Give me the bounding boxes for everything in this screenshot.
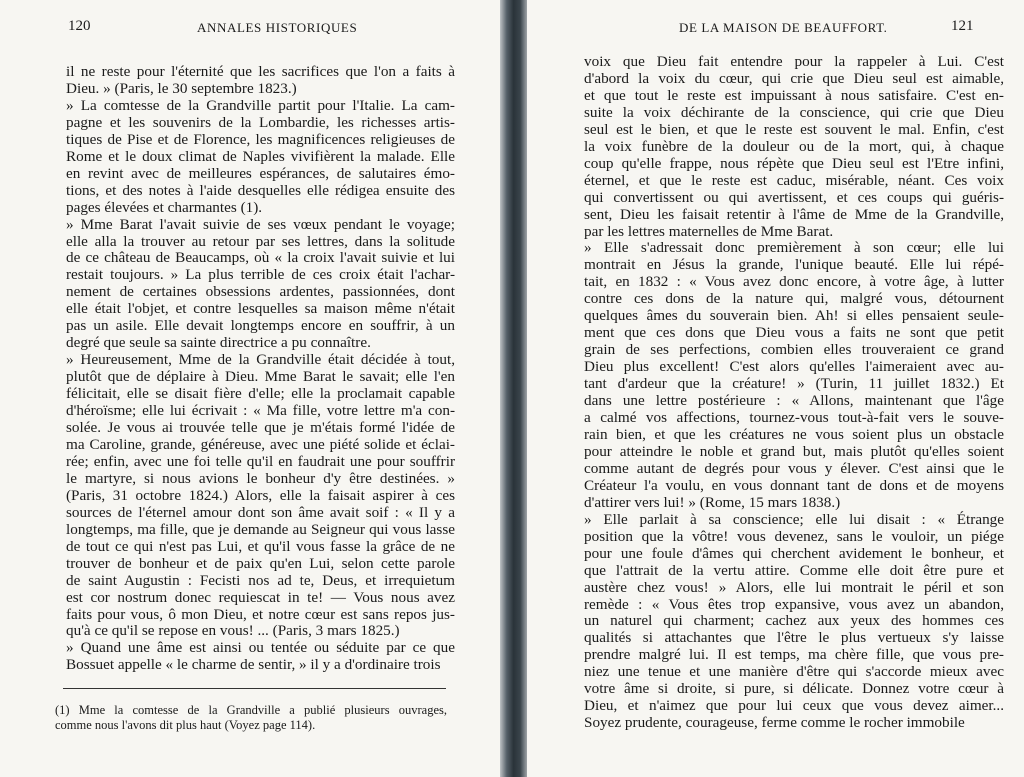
- text-line: Dieu, et n'aimez que pour lui ceux que vous devez aimer...: [584, 697, 1004, 715]
- footnote-divider: [63, 688, 446, 689]
- text-line: solée. Je vous ai trouvée telle que je m'étais formé l'idée de: [66, 419, 455, 437]
- text-line: votre âme si droite, si pure, si délicate. Donnez votre cœur à: [584, 680, 1004, 698]
- text-line: suite la voix déchirante de la conscience, qui crie que Dieu: [584, 103, 1004, 121]
- binding-gutter: [500, 0, 527, 777]
- text-line: qu'à ce qu'il se repose en vous! ... (Paris, 3 mars 1825.): [66, 622, 400, 640]
- text-line: il ne reste pour l'éternité que les sacrifices que l'on a faits à: [66, 63, 455, 80]
- text-line: de ce château de Beaucamps, où « la croix l'avait suivie et lui: [66, 249, 455, 267]
- text-line: elle était l'objet, et contre lesquelles sa maison même n'était: [66, 300, 455, 318]
- text-line: qui convertissent ou qui avertissent, et ces coups qui guéris-: [584, 188, 1004, 206]
- text-line: Dieu plus excellent! C'est alors qu'elles l'aimeraient avec au-: [584, 358, 1004, 376]
- text-line: pages élevées et charmantes (1).: [66, 198, 263, 216]
- text-line: le martyre, si nous avions le bonheur d'y être destinées. »: [66, 469, 455, 487]
- text-line: rée; enfin, avec une foi telle qu'il en faudrait une pour souffrir: [66, 452, 455, 470]
- text-line: a calmé vos affections, tournez-vous tout-à-fait vers le souve-: [584, 409, 1004, 427]
- text-line: » Heureusement, Mme de la Grandville était décidée à tout,: [66, 351, 455, 369]
- text-line: austère chez vous! » Alors, elle lui montrait le péril et son: [584, 578, 1004, 596]
- text-line: pas un asile. Elle devait longtemps encore en souffrir, à un: [66, 317, 455, 335]
- text-line: montrait en Jésus la grande, l'unique beauté. Elle lui répé-: [584, 256, 1004, 274]
- running-head: ANNALES HISTORIQUES: [197, 20, 358, 35]
- text-line: niez une tenue et une manière d'être qui s'accorde mieux avec: [584, 663, 1004, 681]
- text-line: Créateur l'a voulu, en vous donnant tant de dons et de moyens: [584, 476, 1004, 494]
- text-line: grain de ses perfections, combien elles trouveraient ce grand: [584, 341, 1004, 359]
- page-number: 121: [951, 18, 974, 34]
- text-line: pagne et les souvenirs de la Lombardie, les richesses artis-: [66, 113, 455, 131]
- text-line: » Mme Barat l'avait suivie de ses vœux pendant le voyage;: [66, 215, 455, 233]
- text-line: de tout ce qui n'est pas Lui, et qu'il vous fasse la grâce de ne: [66, 537, 455, 555]
- text-line: et que tout le reste est impuissant à nous satisfaire. C'est en-: [584, 86, 1004, 104]
- text-line: dans une lettre postérieure : « Allons, maintenant que l'âge: [584, 392, 1004, 410]
- left-page: [0, 0, 500, 777]
- text-line: félicitait, elle se disait fière d'elle; elle la proclamait capable: [66, 385, 455, 403]
- body-text: [584, 54, 1004, 732]
- text-line: voix que Dieu fait entendre pour la rappeler à Lui. C'est: [584, 53, 1004, 70]
- text-line: par les lettres maternelles de Mme Barat.: [584, 222, 834, 240]
- text-line: tions, et des notes à l'aide desquelles elle rédigea ensuite des: [66, 181, 455, 199]
- text-line: trouver de bonheur et de paix qu'en Lui, selon cette parole: [66, 554, 455, 572]
- text-line: (Paris, 31 octobre 1824.) Alors, elle la faisait aspirer à ces: [66, 486, 455, 504]
- text-line: » La comtesse de la Grandville partit pour l'Italie. La cam-: [66, 96, 455, 114]
- text-line: plutôt que de déplaire à Dieu. Mme Barat le savait; elle l'en: [66, 368, 455, 386]
- text-line: d'héroïsme; elle lui écrivait : « Ma fille, votre lettre m'a con-: [66, 402, 455, 420]
- text-line: faits pour vous, ô mon Dieu, et notre cœur est sans repos jus-: [66, 605, 455, 623]
- text-line: d'attirer vers lui! » (Rome, 15 mars 1838.): [584, 493, 841, 511]
- text-line: Bossuet appelle « le charme de sentir, » il y a d'ordinaire trois: [66, 656, 441, 674]
- text-line: seul est le bien, et que le reste est souvent le mal. Enfin, c'est: [584, 120, 1004, 138]
- text-line: tant d'ardeur que la créature! » (Turin, 11 juillet 1832.) Et: [584, 375, 1004, 393]
- footnote: [55, 703, 447, 733]
- text-line: qualités si attachantes que l'être le plus vertueux s'y laisse: [584, 629, 1004, 647]
- text-line: de saint Augustin : Fecisti nos ad te, Deus, et irrequietum: [66, 571, 455, 589]
- text-line: que l'attrait de la vertu attire. Comme elle doit être pure et: [584, 561, 1004, 579]
- text-line: tait, en 1832 : « Vous avez donc encore, à votre âge, à lutter: [584, 273, 1004, 291]
- text-line: » Elle parlait à sa conscience; elle lui disait : « Étrange: [584, 510, 1004, 528]
- text-line: pour atteindre le noble et grand but, mais plutôt qu'elles soient: [584, 442, 1004, 460]
- text-line: la voix funèbre de la douleur ou de la mort, qui, à chaque: [584, 137, 1004, 155]
- text-line: » Elle s'adressait donc premièrement à son cœur; elle lui: [584, 239, 1004, 257]
- text-line: pour une foule d'âmes qui cherchent avidement le bonheur, et: [584, 544, 1004, 562]
- text-line: (1) Mme la comtesse de la Grandville a publié plusieurs ouvrages,: [55, 703, 447, 717]
- text-line: en revint avec de meilleures espérances, de salutaires émo-: [66, 164, 455, 182]
- text-line: longtemps, ma fille, que je demande au Seigneur qui vous lasse: [66, 520, 455, 538]
- text-line: sent, Dieu les faisait retentir à l'âme de Mme de la Grandville,: [584, 205, 1004, 223]
- text-line: elle alla la trouver au retour par ses lettres, dans la solitude: [66, 232, 455, 250]
- text-line: Rome et le doux climat de Naples vivifièrent la malade. Elle: [66, 147, 455, 165]
- text-line: Soyez prudente, courageuse, ferme comme le rocher immobile: [584, 714, 965, 732]
- text-line: Dieu. » (Paris, le 30 septembre 1823.): [66, 79, 297, 97]
- running-head: DE LA MAISON DE BEAUFFORT.: [679, 20, 888, 35]
- text-line: sources de l'éternel amour dont son âme avait soif : « Il y a: [66, 503, 455, 521]
- text-line: » Quand une âme est ainsi ou tentée ou séduite par ce que: [66, 639, 455, 657]
- right-page: [527, 0, 1024, 777]
- text-line: degré que seule sa sainte directrice a pu connaître.: [66, 334, 371, 352]
- text-line: est cor nostrum donec requiescat in te! — Vous nous avez: [66, 588, 455, 606]
- page-number: 120: [68, 18, 91, 34]
- text-line: coup qu'elle frappe, nous répète que Dieu seul est l'Etre infini,: [584, 154, 1004, 172]
- text-line: remède : « Vous êtes trop expansive, vous avez un abandon,: [584, 595, 1004, 613]
- text-line: position que la vôtre! vous devenez, sans le vouloir, un piége: [584, 527, 1004, 545]
- text-line: ma Caroline, grande, généreuse, avec une piété solide et éclai-: [66, 435, 455, 453]
- text-line: nement de certaines obsessions ardentes, passionnées, dont: [66, 283, 455, 301]
- text-line: comme nous l'avons dit plus haut (Voyez page 114).: [55, 718, 316, 732]
- text-line: éternel, et que le reste est caduc, misérable, néant. Ces voix: [584, 171, 1004, 189]
- text-line: restait toujours. » La plus terrible de ces croix était l'achar-: [66, 266, 455, 284]
- body-text: [66, 64, 455, 674]
- text-line: quelques âmes du souverain bien. Ah! si elles pensaient seule-: [584, 307, 1004, 325]
- text-line: comme autant de degrés pour vous y élever. C'est ainsi que le: [584, 459, 1004, 477]
- text-line: un naturel qui charment; cachez aux yeux des hommes ces: [584, 612, 1004, 630]
- text-line: d'abord la voix du cœur, qui crie que Dieu seul est aimable,: [584, 69, 1004, 87]
- text-line: contre ces dons de la nature qui, malgré vous, détournent: [584, 290, 1004, 308]
- text-line: prendre malgré lui. Il est temps, ma chère fille, que vous pre-: [584, 646, 1004, 664]
- text-line: rain bien, et que les créatures ne vous soient plus un obstacle: [584, 425, 1004, 443]
- text-line: tiques de Pise et de Florence, les magnificences religieuses de: [66, 130, 455, 148]
- text-line: ment que ces dons que Dieu vous a faits ne sont que petit: [584, 324, 1004, 342]
